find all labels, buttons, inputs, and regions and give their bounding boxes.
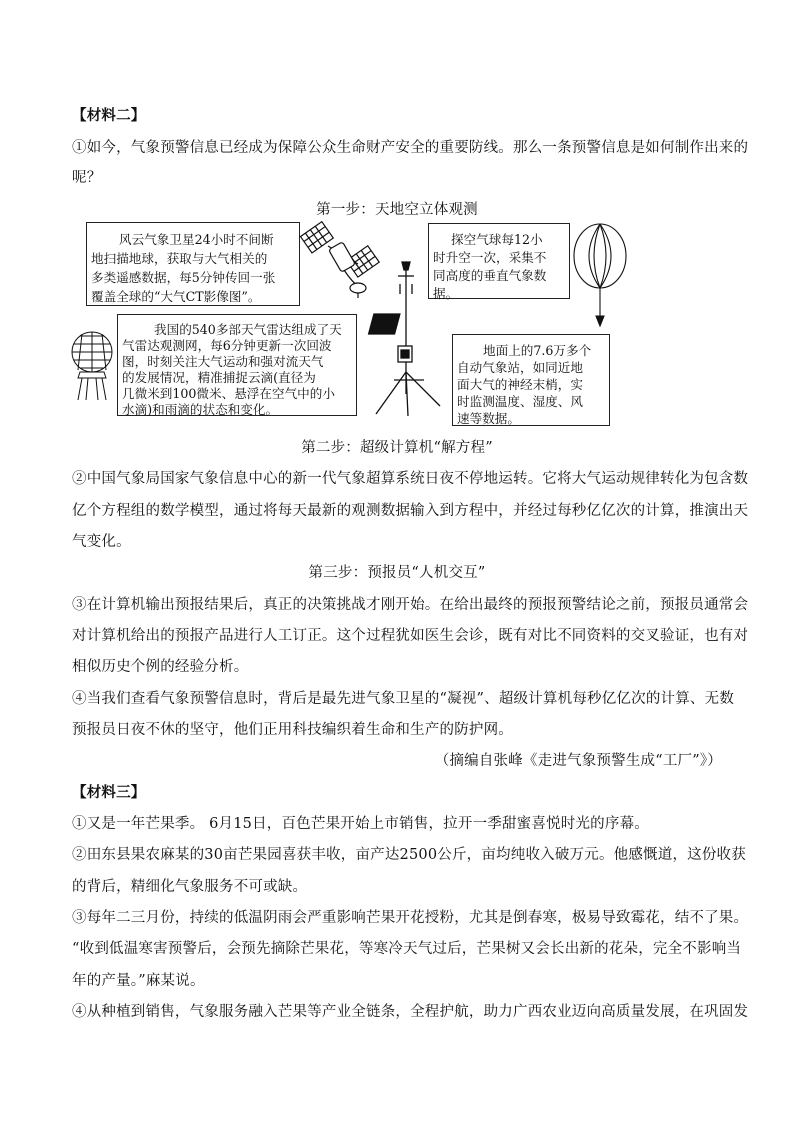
paragraph-line: 对计算机给出的预报产品进行人工订正。这个过程犹如医生会诊，既有对比不同资料的交叉验证，也有对 [72, 628, 749, 644]
caption-line: 几微米到100微米、悬浮在空气中的小 [122, 386, 335, 401]
caption-line: 地面上的7.6万多个 [483, 343, 592, 358]
paragraph-line: ②田东县果农麻某的30亩芒果园喜获丰收，亩产达2500公斤，亩均纯收入破万元。他感慨道，这份收获 [72, 847, 746, 863]
source-citation: （摘编自张峰《走进气象预警生成“工厂”》） [434, 753, 722, 769]
paragraph-line: 的背后，精细化气象服务不可或缺。 [72, 879, 308, 895]
satellite-caption-box [86, 222, 300, 306]
caption-line: 同高度的垂直气象数 [433, 268, 547, 283]
station-caption-box [452, 334, 610, 426]
step3-title: 第三步：预报员“人机交互” [308, 565, 486, 581]
paragraph-line: 气变化。 [72, 534, 131, 550]
caption-line: 多类遥感数据，每5分钟传回一张 [91, 270, 276, 285]
paragraph-line: ④从种植到销售，气象服务融入芒果等产业全链条，全程护航，助力广西农业迈向高质量发展，在巩固发 [72, 1004, 749, 1020]
caption-line: 覆盖全球的“大气CT影像图”。 [91, 289, 261, 304]
weather-balloon-icon [572, 222, 632, 332]
step1-title: 第一步：天地空立体观测 [316, 202, 478, 218]
paragraph-line: 相似历史个例的经验分析。 [72, 659, 249, 675]
radar-caption-box [117, 314, 357, 416]
caption-line: 自动气象站，如同近地 [457, 360, 583, 375]
caption-line: 我国的540多部天气雷达组成了天 [154, 322, 342, 337]
radar-dome-icon [70, 330, 120, 402]
caption-line: 风云气象卫星24小时不间断 [119, 232, 274, 247]
caption-line: 气雷达观测网，每6分钟更新一次回波 [122, 338, 332, 353]
caption-line: 地扫描地球，获取与大气相关的 [91, 251, 268, 266]
paragraph-line: 呢？ [72, 170, 102, 186]
caption-line: 面大气的神经末梢，实 [457, 377, 583, 392]
paragraph-line: ④当我们查看气象预警信息时，背后是最先进气象卫星的“凝视”、超级计算机每秒亿亿次的计算、无数 [72, 691, 735, 707]
paragraph-line: ①如今，气象预警信息已经成为保障公众生命财产安全的重要防线。那么一条预警信息是如何制作出来的 [72, 140, 749, 156]
paragraph-line: ③在计算机输出预报结果后，真正的决策挑战才刚开始。在给出最终的预报预警结论之前，预报员通常会 [72, 597, 749, 613]
caption-line: 的发展情况，精准捕捉云滴(直径为 [122, 370, 316, 385]
material2-heading: 【材料二】 [72, 107, 146, 124]
paragraph-line: 亿个方程组的数学模型，通过将每天最新的观测数据输入到方程中，并经过每秒亿亿次的计算，推演出天 [72, 503, 749, 519]
paragraph-line: ①又是一年芒果季。 6月15日，百色芒果开始上市销售，拉开一季甜蜜喜悦时光的序幕。 [72, 816, 649, 832]
caption-line: 速等数据。 [457, 411, 520, 426]
caption-line: 水滴)和雨滴的状态和变化。 [122, 402, 279, 417]
caption-line: 探空气球每12小 [451, 232, 543, 247]
caption-line: 据。 [433, 286, 459, 301]
step2-title: 第二步：超级计算机“解方程” [301, 440, 493, 456]
caption-line: 时监测温度、湿度、风 [457, 394, 583, 409]
paragraph-line: 年的产量。”麻某说。 [72, 973, 205, 989]
paragraph-line: ②中国气象局国家气象信息中心的新一代气象超算系统日夜不停地运转。它将大气运动规律转化为包含数 [72, 471, 749, 487]
paragraph-line: “收到低温寒害预警后，会预先摘除芒果花，等寒冷天气过后，芒果树又会长出新的花朵，完全不影响当 [72, 941, 742, 957]
caption-line: 图，时刻关注大气运动和强对流天气 [122, 354, 324, 369]
paragraph-line: ③每年二三月份，持续的低温阴雨会严重影响芒果开花授粉，尤其是倒春寒，极易导致霉花，结不了果。 [72, 910, 749, 926]
material3-heading: 【材料三】 [72, 784, 146, 801]
caption-line: 时升空一次，采集不 [433, 250, 547, 265]
paragraph-line: 预报员日夜不休的坚守，他们正用科技编织着生命和生产的防护网。 [72, 722, 513, 738]
